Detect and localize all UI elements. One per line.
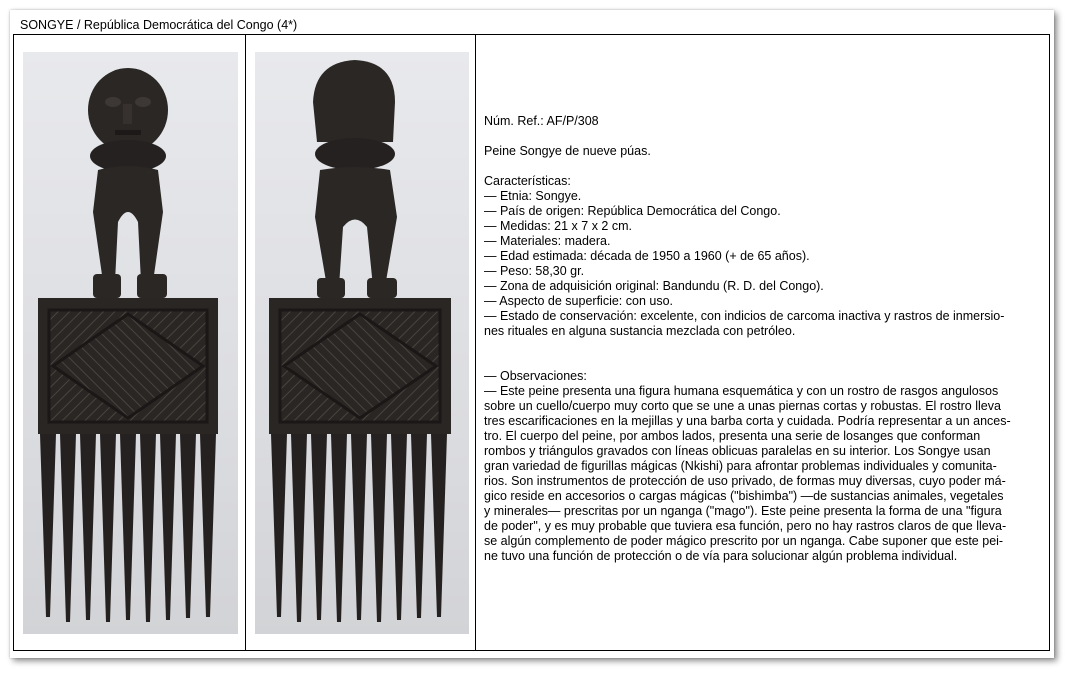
photo-cell-front	[14, 35, 246, 650]
observation-line: se algún complemento de poder mágico prescrito por un nganga. Cabe suponer que este pei-	[484, 534, 1004, 548]
feature-line: — Peso: 58,30 gr.	[484, 264, 585, 278]
summary-text: Peine Songye de nueve púas.	[484, 144, 651, 158]
features-heading: Características:	[484, 174, 571, 188]
observation-line: sobre un cuello/cuerpo muy corto que se une a unas piernas cortas y robustas. El rostro lleva	[484, 399, 1001, 413]
observation-line: de poder", y es muy probable que tuviera esa función, pero no hay rastros claros de que lleva-	[484, 519, 1007, 533]
feature-line: — Medidas: 21 x 7 x 2 cm.	[484, 219, 632, 233]
observation-line: — Este peine presenta una figura humana esquemática y con un rostro de rasgos angulosos	[484, 384, 999, 398]
description-block	[484, 114, 1043, 564]
observation-line: gran variedad de figurillas mágicas (Nkishi) para afrontar problemas individuales y comunita-	[484, 459, 997, 473]
observation-line: rombos y triángulos gravados con líneas oblicuas paralelas en su interior. Los Songye usan	[484, 444, 991, 458]
feature-line: — Edad estimada: década de 1950 a 1960 (+ de 65 años).	[484, 249, 810, 263]
comb-photo-front	[23, 52, 238, 634]
feature-line: nes rituales en alguna sustancia mezclada con petróleo.	[484, 324, 796, 338]
content-table	[13, 34, 1050, 651]
observations-heading: — Observaciones:	[484, 369, 587, 383]
page-title: SONGYE / República Democrática del Congo (4*)	[20, 18, 298, 32]
feature-line: — Estado de conservación: excelente, con indicios de carcoma inactiva y rastros de inmersio-	[484, 309, 1005, 323]
observation-line: gico reside en accesorios o cargas mágicas ("bishimba") —de sustancias animales, vegetales	[484, 489, 1004, 503]
reference-number: Núm. Ref.: AF/P/308	[484, 114, 599, 128]
feature-line: — Etnia: Songye.	[484, 189, 582, 203]
description-cell	[476, 35, 1049, 650]
observation-line: tres escarificaciones en la mejillas y una barba corta y cuidada. Podría representar a un ances-	[484, 414, 1011, 428]
feature-line: — País de origen: República Democrática del Congo.	[484, 204, 781, 218]
observation-line: y minerales— prescritas por un nganga ("mago"). Este peine presenta la forma de una "figura	[484, 504, 1002, 518]
feature-line: — Aspecto de superficie: con uso.	[484, 294, 673, 308]
observation-line: rios. Son instrumentos de protección de uso privado, de formas muy diversas, cuyo poder má-	[484, 474, 1006, 488]
comb-photo-back	[255, 52, 469, 634]
observation-line: ne tuvo una función de protección o de vía para solucionar algún problema individual.	[484, 549, 958, 563]
observation-line: tro. El cuerpo del peine, por ambos lados, presenta una serie de losanges que conforman	[484, 429, 981, 443]
feature-line: — Zona de adquisición original: Bandundu (R. D. del Congo).	[484, 279, 824, 293]
feature-line: — Materiales: madera.	[484, 234, 611, 248]
photo-cell-back	[246, 35, 476, 650]
document-sheet	[10, 10, 1054, 658]
comb-front-illustration	[23, 52, 238, 634]
comb-back-illustration	[255, 52, 469, 634]
